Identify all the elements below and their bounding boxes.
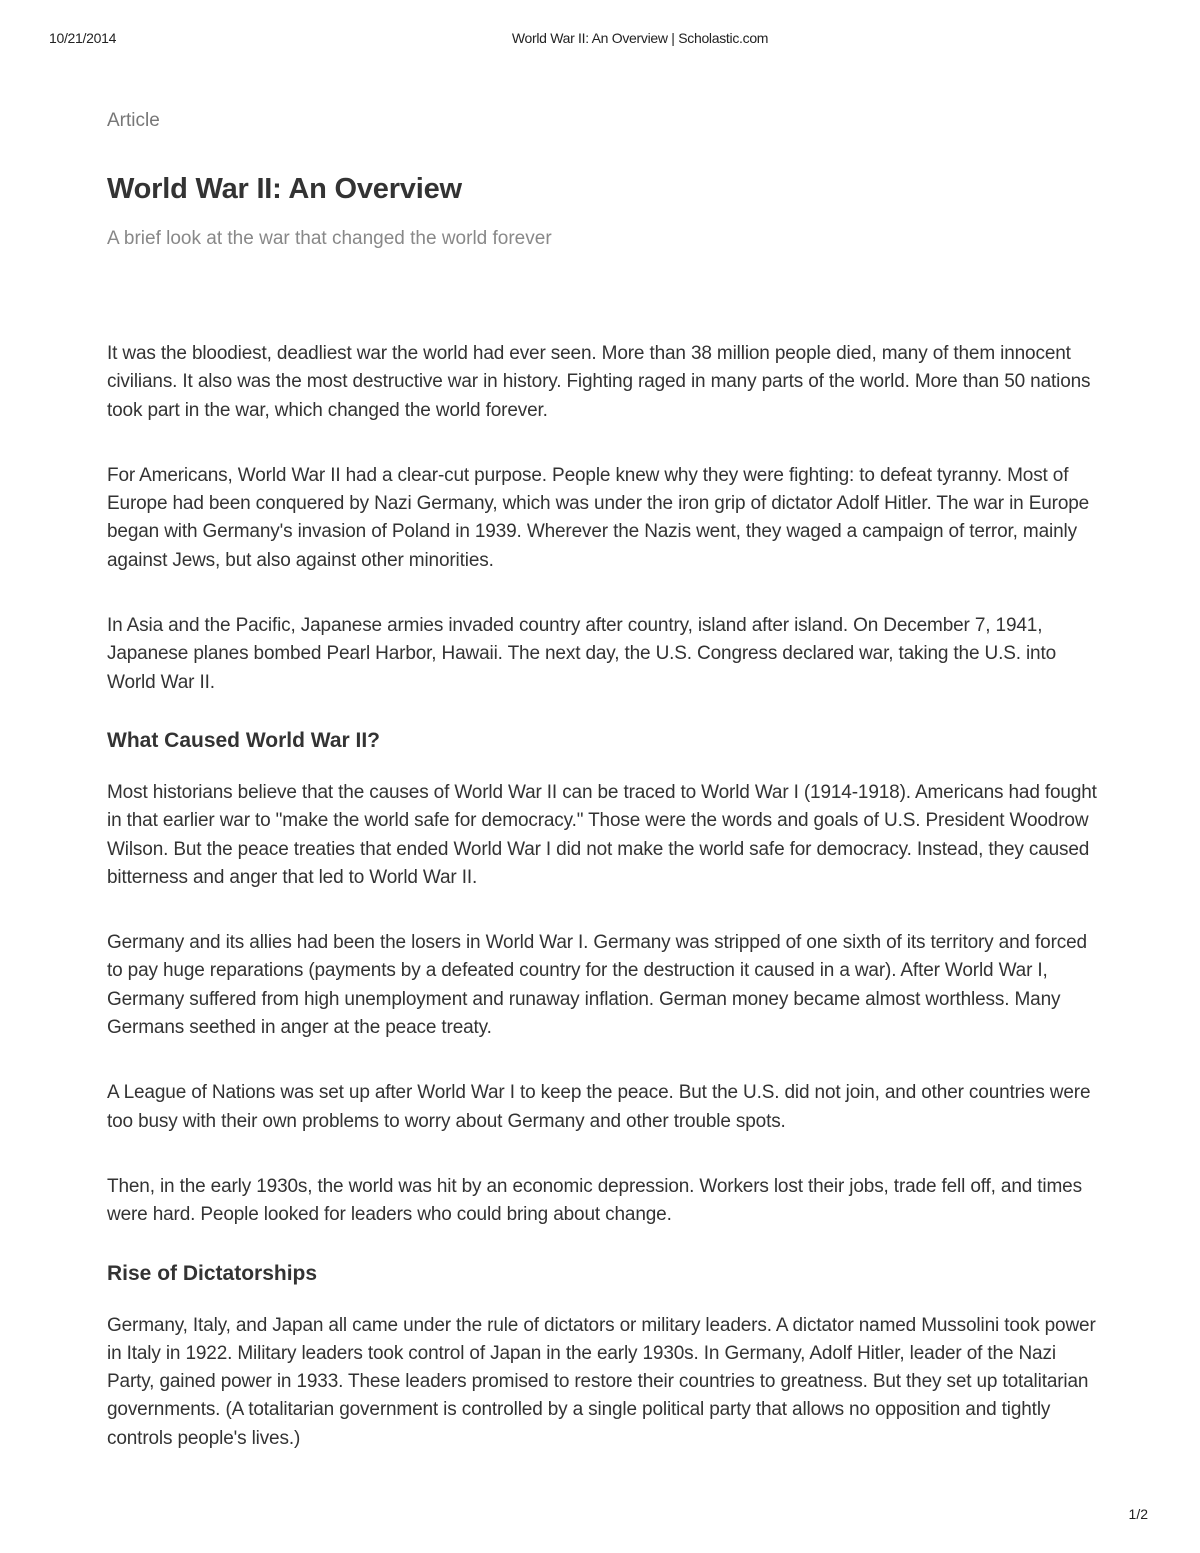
section-paragraph: Germany and its allies had been the losers in World War I. Germany was stripped of one sixth of its territory and forced to pay huge reparations (payments by a defeated country for the destruction it caused in a war). After World War I, Germany suffered from high unemployment and runaway inflation. German money became almost worthless. Many Germans seethed in anger at the peace treaty.	[107, 932, 1087, 1039]
print-page-title: World War II: An Overview | Scholastic.com	[511, 30, 769, 46]
article-title: World War II: An Overview	[107, 173, 462, 205]
article-subtitle: A brief look at the war that changed the world forever	[107, 228, 552, 249]
intro-paragraph: In Asia and the Pacific, Japanese armies invaded country after country, island after island. On December 7, 1941, Japanese planes bombed Pearl Harbor, Hawaii. The next day, the U.S. Congress declared war, taking the U.S. into World War II.	[107, 615, 1057, 693]
article	[107, 108, 1102, 1490]
section-heading-causes: What Caused World War II?	[107, 728, 381, 752]
article-category: Article	[107, 110, 160, 131]
intro-paragraph: For Americans, World War II had a clear-cut purpose. People knew why they were fighting: to defeat tyranny. Most of Europe had been conquered by Nazi Germany, which was under the iron grip of dictator Adolf Hitler. The war in Europe began with Germany's invasion of Poland in 1939. Wherever the Nazis went, they waged a campaign of terror, mainly against Jews, but also against other minorities.	[107, 464, 1090, 571]
intro-paragraph: It was the bloodiest, deadliest war the world had ever seen. More than 38 million people died, many of them innocent civilians. It also was the most destructive war in history. Fighting raged in many parts of the world. More than 50 nations took part in the war, which changed the world forever.	[107, 343, 1091, 421]
print-header	[0, 30, 1200, 50]
section-paragraph: Most historians believe that the causes of World War II can be traced to World War I (1914-1918). Americans had fought in that earlier war to "make the world safe for democracy." Those were the words and goals of U.S. President Woodrow Wilson. But the peace treaties that ended World War I did not make the world safe for democracy. Instead, they caused bitterness and anger that led to World War II.	[107, 781, 1097, 888]
print-date: 10/21/2014	[49, 30, 117, 46]
page-number: 1/2	[1128, 1506, 1148, 1522]
section-paragraph: A League of Nations was set up after World War I to keep the peace. But the U.S. did not join, and other countries were too busy with their own problems to worry about Germany and other trouble spots.	[107, 1082, 1091, 1132]
section-heading-dictatorships: Rise of Dictatorships	[107, 1261, 318, 1285]
section-paragraph: Germany, Italy, and Japan all came under the rule of dictators or military leaders. A dictator named Mussolini took power in Italy in 1922. Military leaders took control of Japan in the early 1930s. In Germany, Adolf Hitler, leader of the Nazi Party, gained power in 1933. These leaders promised to restore their countries to greatness. But they set up totalitarian governments. (A totalitarian government is controlled by a single political party that allows no opposition and tightly controls people's lives.)	[107, 1314, 1096, 1449]
section-paragraph: Then, in the early 1930s, the world was hit by an economic depression. Workers lost their jobs, trade fell off, and times were hard. People looked for leaders who could bring about change.	[107, 1175, 1082, 1226]
article-body	[107, 340, 1102, 1453]
